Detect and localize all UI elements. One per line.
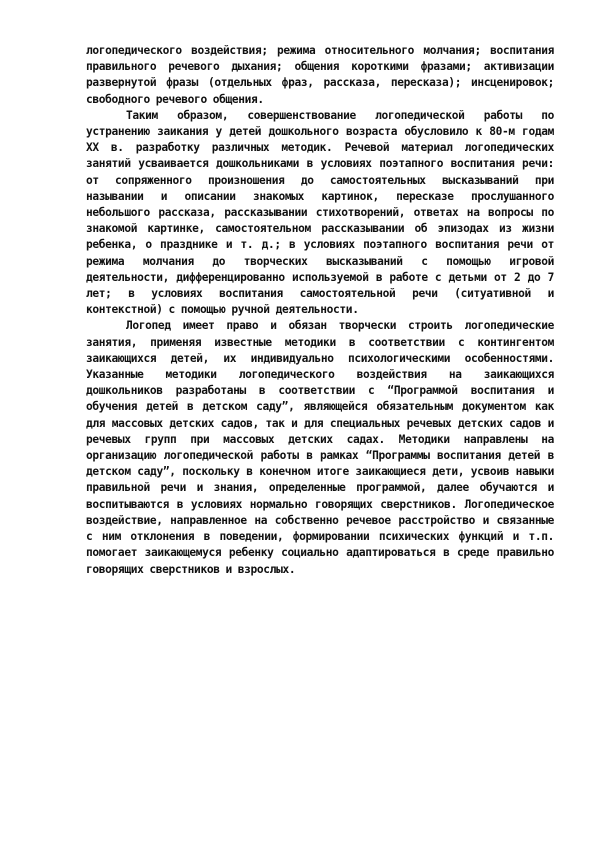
body-text <box>86 43 554 578</box>
paragraph-speech-therapist-role: Логопед имеет право и обязан творчески строить логопедические занятия, применяя известные методики в соответствии с контингентом заикающихся детей, их индивидуально психологическими особенностями. Указанные методики логопедического воздействия на заикающихся дошкольников разработаны в соответствии с “Программой воспитания и обучения детей в детском саду”, являющейся обязательным документом как для массовых детских садов, так и для специальных речевых детских садов и речевых групп при массовых детских садах. Методики направлены на организацию логопедической работы в рамках “Программы воспитания детей в детском саду”, поскольку в конечном итоге заикающиеся дети, усвоив навыки правильной речи и знания, определенные программой, далее обучаются и воспитываются в условиях нормально говорящих сверстников. Логопедическое воздействие, направленное на собственно речевое расстройство и связанные с ним отклонения в поведении, формировании психических функций и т.п. помогает заикающемуся ребенку социально адаптироваться в среде правильно говорящих сверстников и взрослых. <box>86 319 554 576</box>
paragraph-methods-development: Таким образом, совершенствование логопедической работы по устранению заикания у детей дошкольного возраста обусловило к 80-м годам XX в. разработку различных методик. Речевой материал логопедических занятий усваивается дошкольниками в условиях поэтапного воспитания речи: от сопряженного произношения до самостоятельных высказываний при назывании и описании знакомых картинок, пересказе прослушанного небольшого рассказа, рассказывании стихотворений, ответах на вопросы по знакомой картинке, самостоятельном рассказывании об эпизодах из жизни ребенка, о празднике и т. д.; в условиях поэтапного воспитания речи от режима молчания до творческих высказываний с помощью игровой деятельности, дифференцированно используемой в работе с детьми от 2 до 7 лет; в условиях воспитания самостоятельной речи (ситуативной и контекстной) с помощью ручной деятельности. <box>86 108 554 317</box>
paragraph-continuation: логопедического воздействия; режима относительного молчания; воспитания правильного речевого дыхания; общения короткими фразами; активизации развернутой фразы (отдельных фраз, рассказа, пересказа); инсценировок; свободного речевого общения. <box>86 44 554 106</box>
